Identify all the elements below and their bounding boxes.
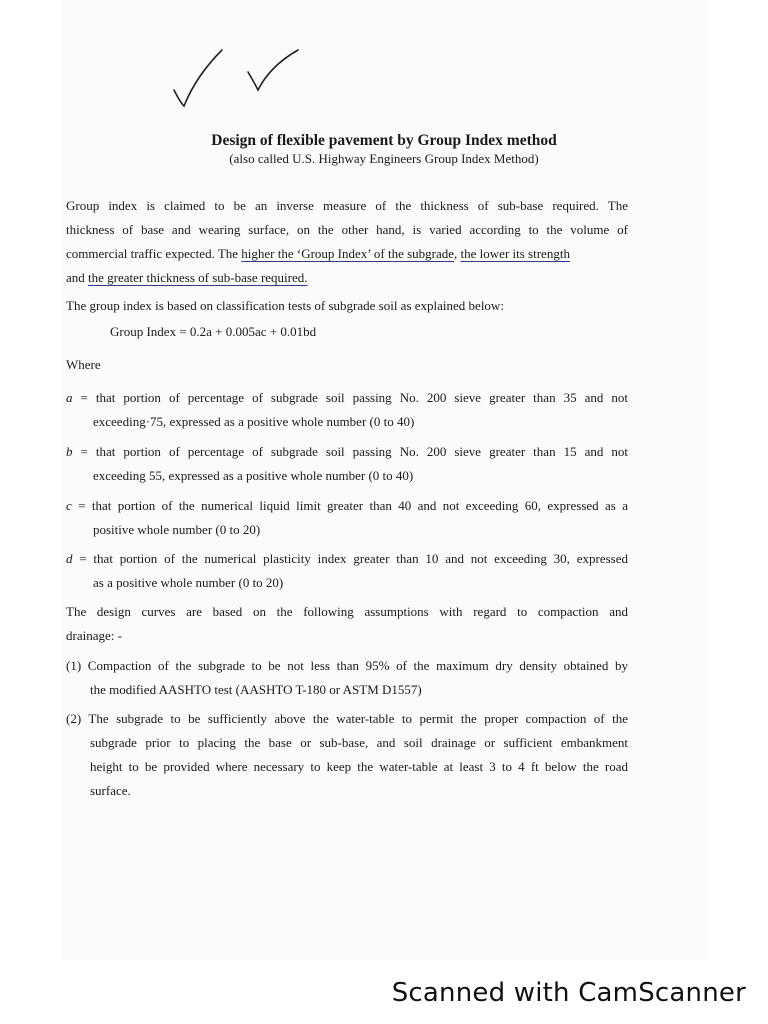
intro-text: , [454,246,461,261]
group-index-formula: Group Index = 0.2a + 0.005ac + 0.01bd [110,324,317,339]
intro-line-1: Group index is claimed to be an inverse measure of the thickness of sub-base required. The [66,198,628,213]
where-label: Where [66,357,101,372]
variable-b: b [66,444,73,459]
underlined-phrase: the greater thickness of sub-base required. [88,270,308,285]
intro-line-2: thickness of base and wearing surface, on the other hand, is varied according to the volume of [66,222,628,237]
definition-text: = that portion of the numerical liquid limit greater than 40 and not exceeding 60, expressed as a [71,498,628,513]
assumption-text: The subgrade to be sufficiently above the water-table to permit the proper compaction of the [81,711,628,726]
assumption-number: (1) [66,658,82,673]
assumption-text: the modified AASHTO test (AASHTO T-180 or ASTM D1557) [90,682,422,697]
assumption-text: Compaction of the subgrade to be not less than 95% of the maximum dry density obtained by [81,658,628,673]
assumption-number: (2) [66,711,82,726]
assumptions-intro [66,600,628,648]
underlined-phrase: higher the ‘Group Index’ of the subgrade [241,246,455,261]
assumption-text: surface. [90,783,131,798]
assumption-text: subgrade prior to placing the base or sub-base, and soil drainage or sufficient embankment [90,735,628,750]
camscanner-watermark: Scanned with CamScanner [391,978,746,1008]
assumption-1 [66,654,628,702]
definition-c [66,494,628,542]
assumption-2 [66,707,628,803]
assumptions-intro-line-1: The design curves are based on the following assumptions with regard to compaction and [66,604,628,619]
intro-paragraph [66,194,628,290]
definition-text: = that portion of percentage of subgrade soil passing No. 200 sieve greater than 15 and not [72,444,628,459]
definition-d [66,547,628,595]
definition-text: positive whole number (0 to 20) [93,522,261,537]
variable-d: d [66,551,73,566]
basis-text: The group index is based on classification tests of subgrade soil as explained below: [66,298,504,313]
underlined-phrase: the lower its strength [460,246,570,261]
definition-text: as a positive whole number (0 to 20) [93,575,284,590]
document-title: Design of flexible pavement by Group Index method [211,132,557,149]
definition-text: = that portion of the numerical plasticity index greater than 10 and not exceeding 30, expressed [72,551,628,566]
handwritten-checkmarks-icon [170,46,310,116]
definition-text: exceeding 55, expressed as a positive whole number (0 to 40) [93,468,414,483]
basis-sentence [66,294,628,318]
definition-text: = that portion of percentage of subgrade soil passing No. 200 sieve greater than 35 and not [72,390,628,405]
intro-text: and [66,270,89,285]
intro-line-4 [66,266,628,290]
document-subtitle: (also called U.S. Highway Engineers Group Index Method) [229,151,539,166]
intro-text: commercial traffic expected. The [66,246,242,261]
assumptions-intro-line-2: drainage: - [66,628,122,643]
definition-b [66,440,628,488]
assumption-text: height to be provided where necessary to keep the water-table at least 3 to 4 ft below the road [90,759,628,774]
variable-a: a [66,390,73,405]
definition-a [66,386,628,434]
variable-c: c [66,498,72,513]
definition-text: exceeding·75, expressed as a positive whole number (0 to 40) [93,414,415,429]
intro-line-3 [66,242,628,266]
